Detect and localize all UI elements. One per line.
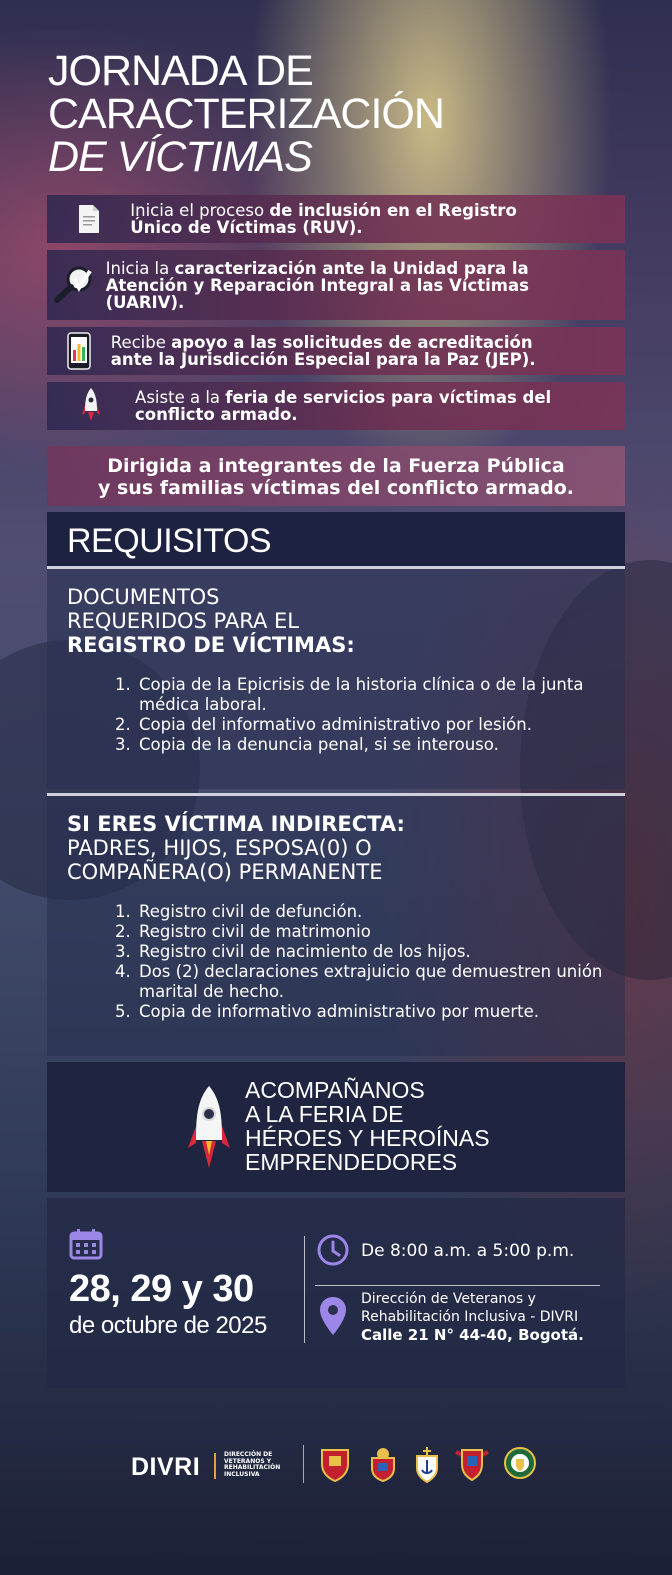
list-item: 2. Copia del informativo administrativo por lesión. <box>115 715 532 734</box>
event-dates: 28, 29 y 30 <box>69 1268 254 1310</box>
police-shield-icon <box>503 1446 537 1484</box>
list-item: 3. Registro civil de nacimiento de los hijos. <box>115 942 471 961</box>
divider <box>315 1285 600 1286</box>
list-item: 4. Dos (2) declaraciones extrajuicio que demuestren unión marital de hecho. <box>115 962 603 1001</box>
indirect-heading: SI ERES VÍCTIMA INDIRECTA: PADRES, HIJOS, ESPOSA(0) O COMPAÑERA(O) PERMANENTE <box>67 812 405 884</box>
info-item-ruv <box>47 195 625 243</box>
list-item: 5. Copia de informativo administrativo por muerte. <box>115 1002 540 1021</box>
info-item-jep <box>47 327 625 375</box>
rocket-icon <box>47 387 135 425</box>
documents-list <box>47 675 625 755</box>
info-text: Inicia el proceso de inclusión en el Registro Único de Víctimas (RUV). <box>130 201 517 237</box>
air-force-shield-icon <box>455 1446 489 1486</box>
fair-text: ACOMPAÑANOS A LA FERIA DE HÉROES Y HEROÍNAS EMPRENDEDORES <box>245 1077 490 1175</box>
event-time: De 8:00 a.m. a 5:00 p.m. <box>361 1241 575 1261</box>
logo-divider <box>303 1445 304 1483</box>
list-item: 1. Registro civil de defunción. <box>115 902 363 921</box>
location-pin-icon <box>319 1296 347 1340</box>
info-item-uariv <box>47 250 625 320</box>
footer-logos <box>0 1440 672 1500</box>
title-line: JORNADA DE <box>48 47 313 95</box>
divider <box>304 1236 305 1343</box>
info-item-feria <box>47 382 625 430</box>
magnifier-check-icon <box>47 265 106 305</box>
list-item: 2. Registro civil de matrimonio <box>115 922 371 941</box>
target-audience-banner <box>47 446 625 506</box>
event-location: Dirección de Veteranos y Rehabilitación Inclusiva - DIVRI Calle 21 N° 44-40, Bogotá. <box>361 1291 584 1344</box>
event-details <box>47 1198 625 1388</box>
divri-logo-subtitle: DIRECCIÓN DE VETERANOS Y REHABILITACIÓN INCLUSIVA <box>224 1451 281 1478</box>
list-item: 1. Copia de la Epicrisis de la historia clínica o de la junta médica laboral. <box>115 675 584 714</box>
audience-line: Dirigida a integrantes de la Fuerza Pública <box>107 455 565 477</box>
info-text: Asiste a la feria de servicios para víctimas del conflicto armado. <box>135 388 552 424</box>
fair-invitation-banner <box>47 1062 625 1192</box>
info-text: Inicia la caracterización ante la Unidad para la Atención y Reparación Integral a las Víctimas (UARIV). <box>105 258 529 312</box>
event-month: de octubre de 2025 <box>69 1312 267 1339</box>
audience-line: y sus familias víctimas del conflicto armado. <box>98 477 574 499</box>
page-title <box>48 47 444 181</box>
calendar-icon <box>69 1228 103 1264</box>
title-line: CARACTERIZACIÓN <box>48 90 444 138</box>
navy-shield-icon <box>414 1446 440 1488</box>
document-icon <box>47 204 130 234</box>
clock-icon <box>317 1234 349 1270</box>
divri-logo: DIVRI <box>131 1453 201 1481</box>
tablet-chart-icon <box>47 332 111 370</box>
list-item: 3. Copia de la denuncia penal, si se interouso. <box>115 735 499 754</box>
documents-heading: DOCUMENTOS REQUERIDOS PARA EL REGISTRO DE VÍCTIMAS: <box>67 585 355 657</box>
indirect-victim-panel <box>47 793 625 1056</box>
requirements-heading: REQUISITOS <box>47 512 625 566</box>
military-forces-shield-icon <box>368 1446 398 1486</box>
documents-panel <box>47 566 625 789</box>
indirect-list <box>47 902 625 1022</box>
logo-divider <box>214 1453 216 1479</box>
army-shield-icon <box>320 1446 350 1486</box>
info-text: Recibe apoyo a las solicitudes de acreditación ante la Jurisdicción Especial para la Paz (JEP). <box>110 333 536 369</box>
rocket-icon <box>187 1084 231 1174</box>
title-line: DE VÍCTIMAS <box>48 133 312 181</box>
